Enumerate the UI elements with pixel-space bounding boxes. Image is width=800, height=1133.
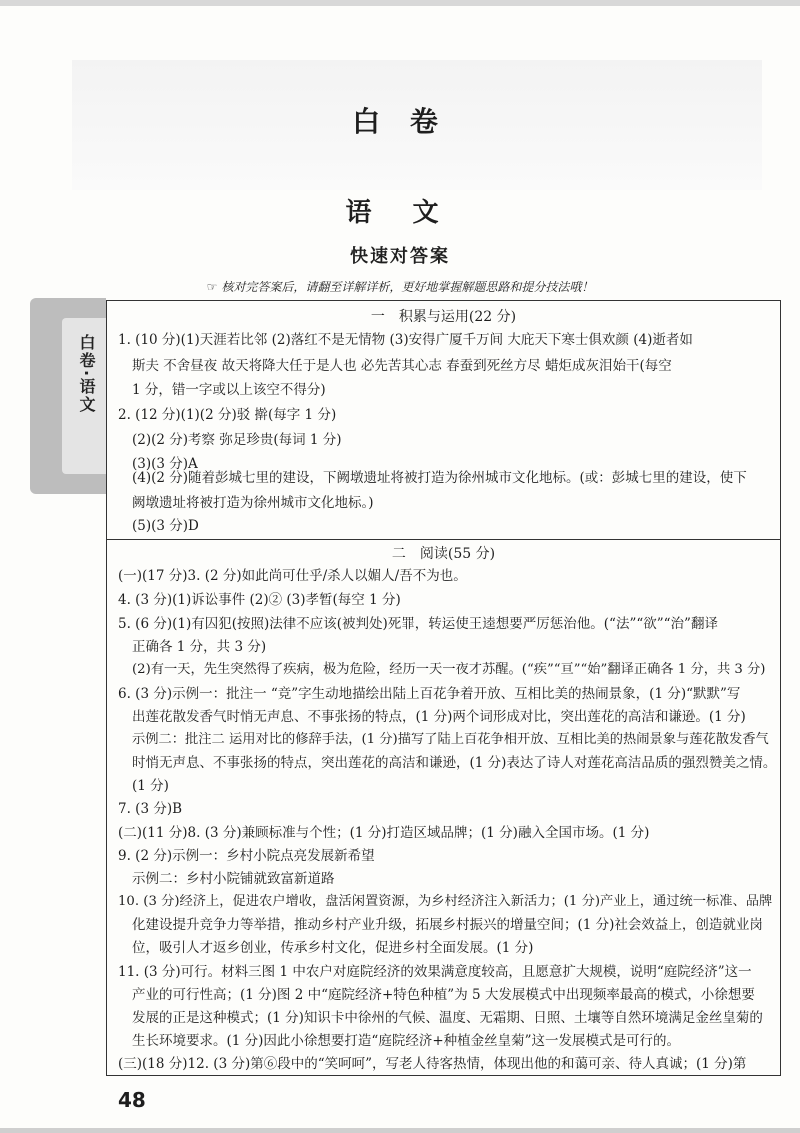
volume-title: 白 卷 [352, 105, 448, 138]
section2-number: 二 [391, 546, 406, 562]
answer-line: 斯夫 不舍昼夜 故天将降大任于是人也 必先苦其心志 春蚕到死丝方尽 蜡炬成灰泪始干(每空 [132, 358, 672, 374]
answer-line: (1 分) [132, 778, 169, 794]
answer-line: (3)(3 分)A [132, 456, 198, 472]
section1-title: 积累与运用(22 分) [398, 309, 517, 325]
answer-line: 示例二：批注二 运用对比的修辞手法，(1 分)描写了陆上百花争相开放、互相比美的热闹景象与莲花散发香气 [132, 732, 769, 747]
tip-text: 核对完答案后，请翻至详解详析，更好地掌握解题思路和提分技法哦！ [221, 280, 594, 294]
answer-line: 产业的可行性高；(1 分)图 2 中“庭院经济+特色种植”为 5 大发展模式中出现频率最高的模式，小徐想要 [132, 987, 755, 1003]
answer-line: 4. (3 分)(1)诉讼事件 (2)② (3)孝暂(每空 1 分) [118, 592, 401, 608]
side-tab-label: 白卷·语文 [77, 334, 96, 415]
answer-line: 6. (3 分)示例一：批注一 “竞”字生动地描绘出陆上百花争着开放、互相比美的热闹景象，(1 分)“默默”写 [118, 686, 741, 702]
tip-line [120, 278, 680, 295]
section2-heading [106, 543, 781, 563]
answer-line: 示例二：乡村小院铺就致富新道路 [132, 871, 335, 887]
section2-title: 阅读(55 分) [419, 546, 496, 562]
answer-line: 生长环境要求。(1 分)因此小徐想要打造“庭院经济+种植金丝皇菊”这一发展模式是可行的。 [132, 1033, 681, 1049]
section1-number: 一 [370, 309, 385, 325]
answer-line: 7. (3 分)B [118, 801, 183, 817]
pointing-hand-icon: ☞ [206, 280, 218, 294]
answer-line: (三)(18 分)12. (3 分)第⑥段中的“笑呵呵”，写老人待客热情，体现出他的和蔼可亲、待人真诚；(1 分)第 [118, 1056, 747, 1072]
answer-line: 阙墩遗址将被打造为徐州城市文化地标。) [132, 495, 374, 511]
subject-title: 语 文 [345, 198, 455, 228]
answer-line: 1. (10 分)(1)天涯若比邻 (2)落红不是无情物 (3)安得广厦千万间 大庇天下寒士俱欢颜 (4)逝者如 [118, 332, 693, 348]
section-divider [106, 539, 781, 540]
top-border [0, 0, 800, 6]
answer-line: (2)有一天，先生突然得了疾病，极为危险，经历一天一夜才苏醒。(“疾”“亘”“始”翻译正确各 1 分，共 3 分) [132, 662, 766, 677]
answer-line: 10. (3 分)经济上，促进农户增收，盘活闲置资源，为乡村经济注入新活力；(1 分)产业上，通过统一标准、品牌 [118, 894, 773, 909]
page-number: 48 [118, 1088, 146, 1112]
answer-line: 出莲花散发香气时悄无声息、不事张扬的特点，(1 分)两个词形成对比，突出莲花的高洁和谦逊。(1 分) [132, 709, 746, 725]
answer-line: 发展的正是这种模式；(1 分)知识卡中徐州的气候、温度、无霜期、日照、土壤等自然环境满足金丝皇菊的 [132, 1010, 763, 1026]
answer-line: 正确各 1 分，共 3 分) [132, 639, 267, 655]
answer-line: (二)(11 分)8. (3 分)兼顾标准与个性；(1 分)打造区域品牌；(1 分)融入全国市场。(1 分) [118, 825, 650, 841]
answer-line: (2)(2 分)考察 弥足珍贵(每词 1 分) [132, 432, 342, 448]
answer-line: 9. (2 分)示例一：乡村小院点亮发展新希望 [118, 848, 375, 864]
bottom-border [0, 1128, 800, 1133]
answer-line: 1 分，错一字或以上该空不得分) [132, 382, 326, 398]
answer-line: 5. (6 分)(1)有囚犯(按照)法律不应该(被判处)死罪，转运使王逵想要严厉惩治他。(“法”“欲”“治”翻译 [118, 616, 718, 632]
answer-line: 位，吸引人才返乡创业，传承乡村文化，促进乡村全面发展。(1 分) [132, 940, 534, 956]
answer-line: 11. (3 分)可行。材料三图 1 中农户对庭院经济的效果满意度较高，且愿意扩大规模，说明“庭院经济”这一 [118, 964, 752, 980]
answer-line: 时悄无声息、不事张扬的特点，突出莲花的高洁和谦逊，(1 分)表达了诗人对莲花高洁品质的强烈赞美之情。 [132, 755, 777, 771]
answer-line: (5)(3 分)D [132, 518, 199, 534]
answer-line: 2. (12 分)(1)(2 分)驳 擀(每字 1 分) [118, 407, 337, 423]
answer-line: (一)(17 分)3. (2 分)如此尚可仕乎/杀人以媚人/吾不为也。 [118, 568, 467, 584]
answer-line: (4)(2 分)随着彭城七里的建设，下阙墩遗址将被打造为徐州城市文化地标。(或：彭城七里的建设，使下 [132, 470, 747, 486]
answer-line: 化建设提升竞争力等举措，推动乡村产业升级，拓展乡村振兴的增量空间；(1 分)社会效益上，创造就业岗 [132, 917, 763, 933]
answer-title: 快速对答案 [350, 246, 450, 267]
section1-heading [106, 306, 781, 326]
